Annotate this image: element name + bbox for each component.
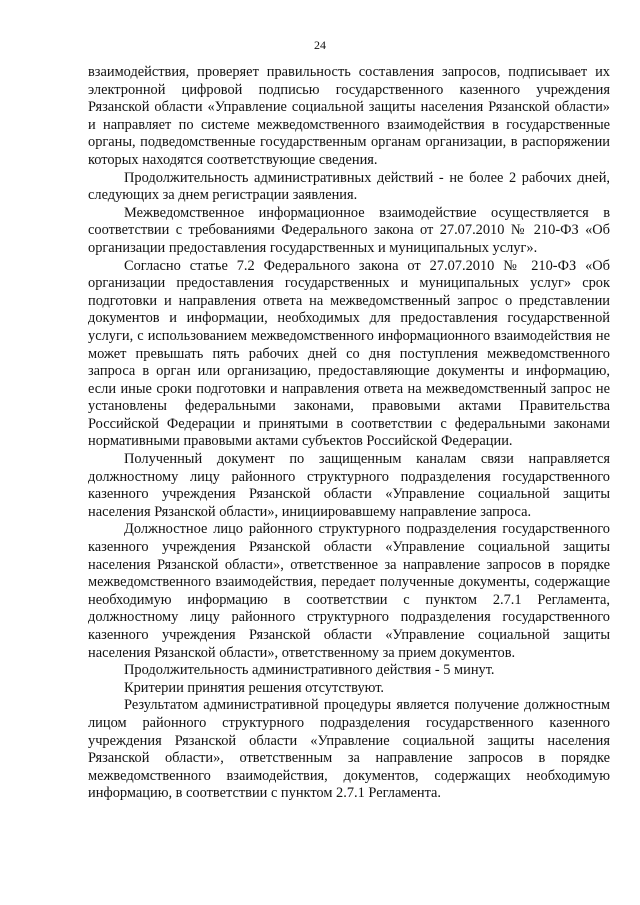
paragraph-procedure-result: Результатом административной процедуры является получение должностным лицом районного структурного подразделения государственного казенного учреждения Рязанской области «Управление социальной защиты населения Рязанской области», ответственным за направление запросов в порядке межведомственного взаимодействия, документов, содержащих необходимую информацию, в соответствии с пунктом 2.7.1 Регламента. bbox=[88, 697, 610, 802]
paragraph-interagency-interaction: Межведомственное информационное взаимодействие осуществляется в соответствии с требованиями Федерального закона от 27.07.2010 № 210-ФЗ «Об организации предоставления государственных и муниципальных услуг». bbox=[88, 204, 610, 256]
paragraph-duration-5-minutes: Продолжительность административного действия - 5 минут. bbox=[124, 662, 495, 679]
paragraph-decision-criteria: Критерии принятия решения отсутствуют. bbox=[124, 679, 385, 696]
paragraph-article-7-2: Согласно статье 7.2 Федерального закона от 27.07.2010 № 210-ФЗ «Об организации предоставления государственных и муниципальных услуг» срок подготовки и направления ответа на межведомственный запрос о представлении документов и информации, необходимых для предоставления государственной услуги, с использованием межведомственного информационного взаимодействия не может превышать пять рабочих дней со дня поступления межведомственного запроса в орган или организацию, предоставляющие документы и информацию, если иные сроки подготовки и направления ответа на межведомственный запрос не установлены федеральными законами, правовыми актами Правительства Российской Федерации и принятыми в соответствии с федеральными законами нормативными правовыми актами субъектов Российской Федерации. bbox=[88, 257, 610, 450]
paragraph-continuation: взаимодействия, проверяет правильность составления запросов, подписывает их электронной цифровой подписью государственного казенного учреждения Рязанской области «Управление социальной защиты населения Рязанской области» и направляет по системе межведомственного взаимодействия в государственные органы, подведомственные государственным органам организации, в распоряжении которых находятся соответствующие сведения. bbox=[88, 64, 610, 168]
paragraph-duration-admin-actions: Продолжительность административных действий - не более 2 рабочих дней, следующих за днем регистрации заявления. bbox=[88, 169, 610, 204]
paragraph-received-document: Полученный документ по защищенным каналам связи направляется должностному лицу районного структурного подразделения государственного казенного учреждения Рязанской области «Управление социальной защиты населения Рязанской области», инициировавшему направление запроса. bbox=[88, 451, 610, 520]
page-number: 24 bbox=[314, 38, 326, 52]
paragraph-responsible-official: Должностное лицо районного структурного подразделения государственного казенного учреждения Рязанской области «Управление социальной защиты населения Рязанской области», ответственное за направление запросов в порядке межведомственного взаимодействия, передает полученные документы, содержащие необходимую информацию в соответствии с пунктом 2.7.1 Регламента, должностному лицу районного структурного подразделения государственного казенного учреждения Рязанской области «Управление социальной защиты населения Рязанской области», ответственному за прием документов. bbox=[88, 521, 610, 661]
document-body bbox=[88, 64, 610, 803]
